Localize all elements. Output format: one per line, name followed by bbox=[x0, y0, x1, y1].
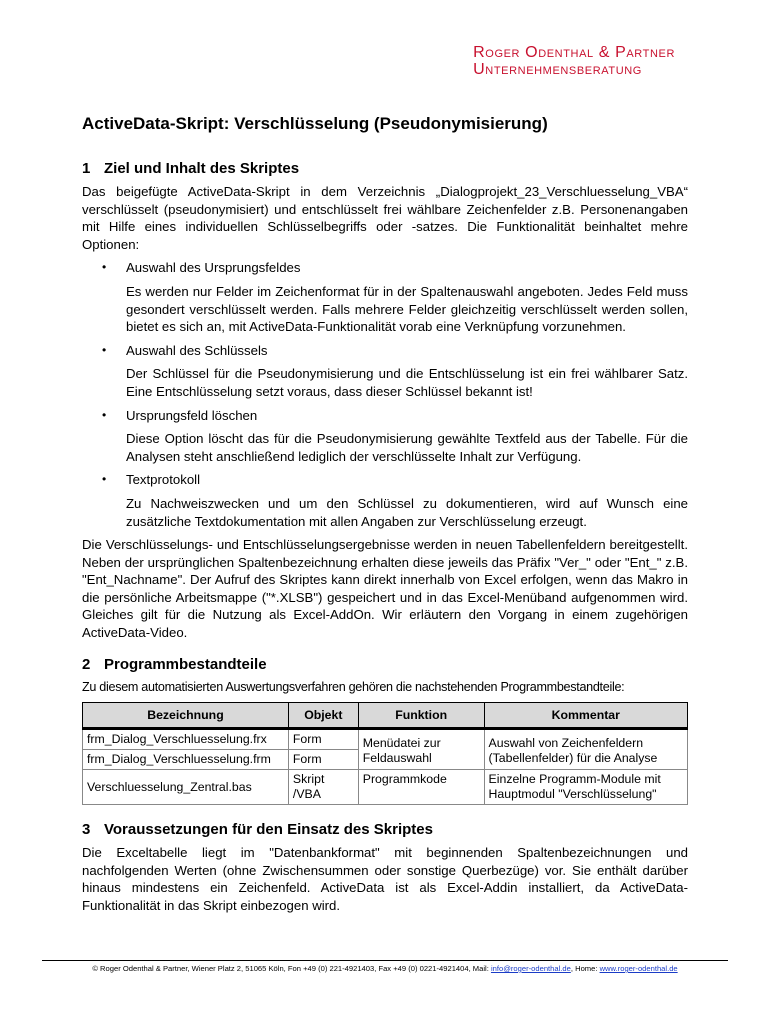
option-description: Zu Nachweiszwecken und um den Schlüssel zu dokumentieren, wird auf Wunsch eine zusätzliche Textdokumentation mit allen Angaben zur Verschlüsselung erzeugt. bbox=[126, 495, 688, 529]
option-description: Es werden nur Felder im Zeichenformat für in der Spaltenauswahl angeboten. Jedes Feld muss gesondert verschlüsselt werden. Falls mehrere Felder gleichzeitig verschlüsselt werden sollen, bietet es sich an, mit ActiveData-Funktionalität vorab eine Verknüpfung vorzunehmen. bbox=[126, 283, 688, 335]
footer-home-label: , Home: bbox=[570, 964, 600, 973]
table-row bbox=[83, 770, 688, 805]
section-3-title: Voraussetzungen für den Einsatz des Skriptes bbox=[104, 821, 433, 839]
column-header: Funktion bbox=[358, 703, 484, 729]
cell-name: Verschluesselung_Zentral.bas bbox=[83, 770, 289, 805]
bullet-icon: • bbox=[102, 472, 107, 487]
column-header: Objekt bbox=[288, 703, 358, 729]
section-3-number: 3 bbox=[82, 821, 91, 839]
components-table bbox=[82, 702, 688, 805]
cell-function: Programmkode bbox=[358, 770, 484, 805]
cell-comment: Einzelne Programm-Module mit Hauptmodul "Verschlüsselung" bbox=[484, 770, 687, 805]
option-title: Textprotokoll bbox=[126, 472, 201, 488]
footer-text: © Roger Odenthal & Partner, Wiener Platz 2, 51065 Köln, Fon +49 (0) 221-4921403, Fax +49 (0) 0221-4921404, Mail: bbox=[92, 964, 491, 973]
table-row bbox=[83, 729, 688, 750]
company-brand bbox=[473, 44, 675, 78]
cell-name: frm_Dialog_Verschluesselung.frx bbox=[83, 729, 289, 750]
option-item bbox=[82, 407, 688, 466]
page-footer bbox=[42, 960, 728, 973]
section-2-heading bbox=[82, 656, 688, 673]
section-1-heading bbox=[82, 160, 688, 177]
section-1-title: Ziel und Inhalt des Skriptes bbox=[104, 160, 300, 177]
section-2 bbox=[82, 656, 688, 806]
option-title: Auswahl des Ursprungsfeldes bbox=[126, 260, 301, 276]
option-item bbox=[82, 259, 688, 335]
section-3 bbox=[82, 821, 688, 914]
cell-comment: Auswahl von Zeichenfeldern (Tabellenfelder) für die Analyse bbox=[484, 729, 687, 770]
cell-name: frm_Dialog_Verschluesselung.frm bbox=[83, 750, 289, 770]
footer-home-link[interactable]: www.roger-odenthal.de bbox=[599, 964, 678, 973]
section-1-closing: Die Verschlüsselungs- und Entschlüsselungsergebnisse werden in neuen Tabellenfeldern bereitgestellt. Neben der ursprünglichen Spaltenbezeichnung erhalten diese jeweils das Präfix "Ver_" oder "Ent_" z.B. "Ent_Nachname". Der Aufruf des Skriptes kann direkt innerhalb von Excel erfolgen, wenn das Makro in die persönliche Arbeitsmappe ("*.XLSB") gespeichert und in das Excel-Menüband aufgenommen wird. Gleiches gilt für die Nutzung als Excel-AddOn. Wir erläutern den Vorgang in einem zugehörigen ActiveData-Video. bbox=[82, 537, 688, 641]
brand-line-1: Roger Odenthal & Partner bbox=[473, 44, 675, 61]
section-2-title: Programmbestandteile bbox=[104, 655, 267, 673]
section-2-intro: Zu diesem automatisierten Auswertungsverfahren gehören die nachstehenden Programmbestandteile: bbox=[82, 679, 625, 694]
option-description: Der Schlüssel für die Pseudonymisierung und die Entschlüsselung ist ein frei wählbarer Satz. Eine Entschlüsselung setzt voraus, dass dieser Schlüssel bekannt ist! bbox=[126, 366, 688, 399]
cell-object: Form bbox=[288, 729, 358, 750]
option-item bbox=[82, 342, 688, 401]
bullet-icon: • bbox=[102, 342, 107, 357]
bullet-icon: • bbox=[102, 260, 107, 275]
section-1-intro: Das beigefügte ActiveData-Skript in dem Verzeichnis „Dialogprojekt_23_Verschluesselung_VBA“ verschlüsselt (pseudonymisiert) und entschlüsselt frei wählbare Zeichenfelder z.B. Personenangaben mit Hilfe eines individuellen Schlüsselbegriffs oder -satzes. Die Funktionalität beinhaltet mehre Optionen: bbox=[82, 184, 688, 252]
section-2-number: 2 bbox=[82, 655, 91, 673]
option-title: Ursprungsfeld löschen bbox=[126, 407, 258, 423]
document-body bbox=[82, 114, 688, 915]
cell-function: Menüdatei zur Feldauswahl bbox=[358, 729, 484, 770]
cell-object: Skript /VBA bbox=[288, 770, 358, 805]
cell-object: Form bbox=[288, 750, 358, 770]
option-item bbox=[82, 471, 688, 530]
brand-line-2: Unternehmensberatung bbox=[473, 61, 642, 78]
section-3-heading bbox=[82, 821, 688, 838]
column-header: Bezeichnung bbox=[83, 703, 289, 729]
option-title: Auswahl des Schlüssels bbox=[126, 342, 268, 358]
bullet-icon: • bbox=[102, 407, 107, 422]
section-1-number: 1 bbox=[82, 160, 91, 177]
option-description: Diese Option löscht das für die Pseudonymisierung gewählte Textfeld aus der Tabelle. Für die Analysen steht anschließend lediglich der verschlüsselte Inhalt zur Verfügung. bbox=[126, 431, 688, 464]
column-header: Kommentar bbox=[484, 703, 687, 729]
footer-mail-link[interactable]: info@roger-odenthal.de bbox=[490, 964, 571, 973]
section-3-text: Die Exceltabelle liegt im "Datenbankformat" mit beginnenden Spaltenbezeichnungen und nachfolgenden Werten (ohne Zwischensummen oder sonstige Querbezüge) vor. Sie enthält darüber hinaus mindestens ein Zeichenfeld. ActiveData ist als Excel-Addin installiert, da ActiveData-Funktionalität in das Skript einbezogen wird. bbox=[82, 845, 688, 914]
table-header-row bbox=[83, 703, 688, 729]
option-list bbox=[82, 259, 688, 530]
document-title: ActiveData-Skript: Verschlüsselung (Pseudonymisierung) bbox=[82, 114, 548, 133]
